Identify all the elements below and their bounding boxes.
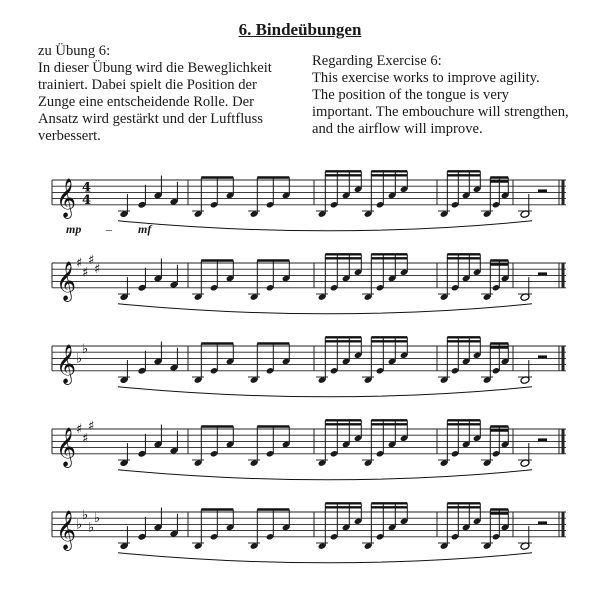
dynamic-mp: mp xyxy=(66,222,82,236)
english-line: and the airflow will improve. xyxy=(312,121,483,137)
dynamic-mf: mf xyxy=(138,222,152,236)
flat-icon: ♭ xyxy=(76,517,83,533)
german-line: Ansatz wird gestärkt und der Luftfluss xyxy=(38,111,263,127)
flat-icon: ♭ xyxy=(82,508,89,524)
english-line: important. The embouchure will strengthen, xyxy=(312,104,569,120)
flat-icon: ♭ xyxy=(88,520,95,536)
half-rest-icon xyxy=(538,355,547,358)
sharp-icon: ♯ xyxy=(88,418,95,434)
time-signature-bottom: 4 xyxy=(82,192,92,208)
slur xyxy=(118,470,532,480)
half-rest-icon xyxy=(538,521,547,524)
time-signature-top: 4 xyxy=(82,180,92,196)
page-title: 6. Bindeübungen xyxy=(238,20,362,39)
flat-icon: ♭ xyxy=(94,511,101,527)
treble-clef-icon: 𝄞 xyxy=(56,260,77,301)
flat-icon: ♭ xyxy=(82,342,89,358)
half-rest-icon xyxy=(538,189,547,192)
slur xyxy=(118,553,532,563)
sharp-icon: ♯ xyxy=(82,431,89,447)
german-line: trainiert. Dabei spielt die Position der xyxy=(38,77,257,93)
english-heading: Regarding Exercise 6: xyxy=(312,53,442,69)
german-line: Zunge eine entscheidende Rolle. Der xyxy=(38,94,254,110)
english-line: The position of the tongue is very xyxy=(312,87,509,103)
german-line: verbessert. xyxy=(38,128,101,144)
sharp-icon: ♯ xyxy=(94,262,101,278)
treble-clef-icon: 𝄞 xyxy=(56,343,77,384)
german-heading: zu Übung 6: xyxy=(38,43,111,59)
flat-icon: ♭ xyxy=(76,351,83,367)
half-rest-icon xyxy=(538,272,547,275)
slur xyxy=(118,221,532,231)
treble-clef-icon: 𝄞 xyxy=(56,426,77,467)
german-line: In dieser Übung wird die Beweglichkeit xyxy=(38,60,272,76)
treble-clef-icon: 𝄞 xyxy=(56,509,77,550)
slur xyxy=(118,304,532,314)
half-rest-icon xyxy=(538,438,547,441)
dynamic-dash: – xyxy=(106,222,112,236)
sharp-icon: ♯ xyxy=(76,422,83,437)
sharp-icon: ♯ xyxy=(88,252,95,268)
english-line: This exercise works to improve agility. xyxy=(312,70,540,86)
sharp-icon: ♯ xyxy=(76,256,83,271)
slur xyxy=(118,387,532,397)
treble-clef-icon: 𝄞 xyxy=(56,177,77,218)
sharp-icon: ♯ xyxy=(82,265,89,281)
